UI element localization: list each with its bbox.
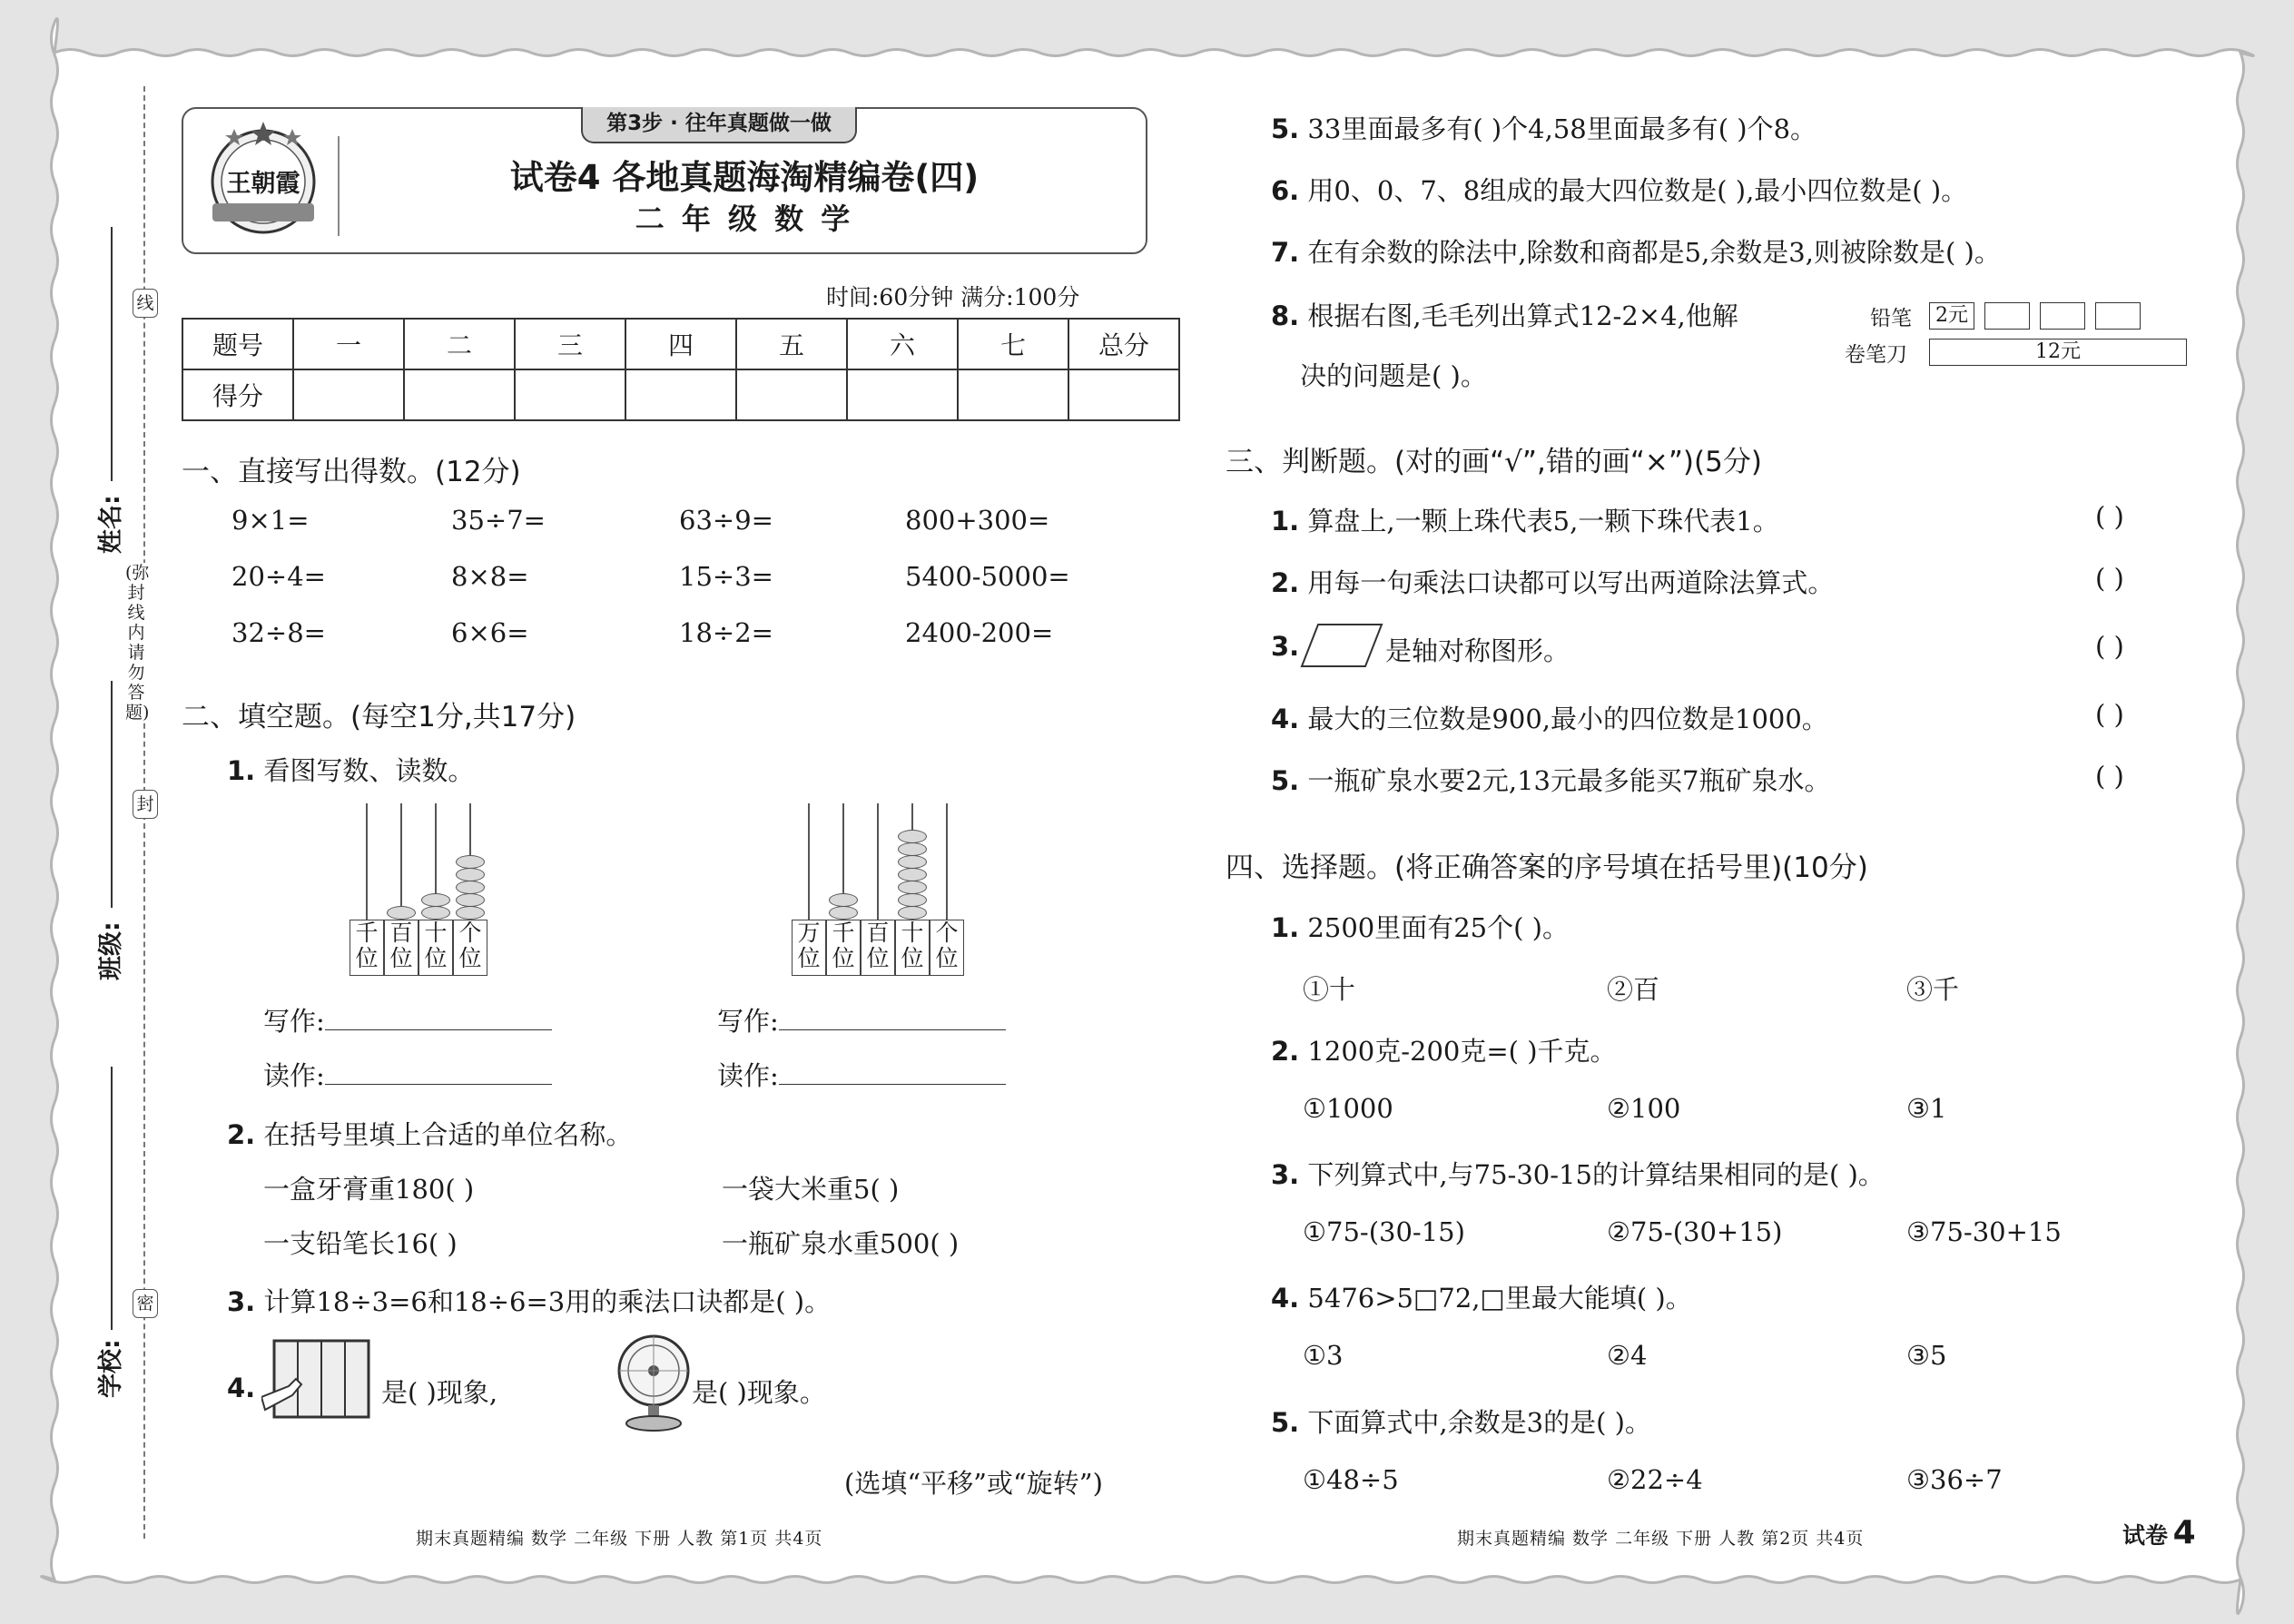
abacus-place-label: 百位 xyxy=(861,920,895,976)
pencil-box xyxy=(1984,302,2030,330)
unit-item[interactable]: 一袋大米重5( ) xyxy=(722,1174,900,1205)
table-cell: 五 xyxy=(736,319,847,369)
write-answer-line[interactable] xyxy=(779,1011,1006,1030)
judge-item-4: 4. 最大的三位数是900,最小的四位数是1000。 xyxy=(1271,704,1828,734)
question-2-8: 8. 根据右图,毛毛列出算式12-2×4,他解 xyxy=(1271,300,1738,331)
question-text: 最大的三位数是900,最小的四位数是1000。 xyxy=(1307,704,1828,734)
q4-b-text[interactable]: 是( )现象。 xyxy=(692,1377,826,1408)
read-label: 读作: xyxy=(717,1060,779,1091)
choice-option[interactable]: ③36÷7 xyxy=(1906,1464,2003,1495)
abacus-rod xyxy=(877,803,879,920)
choice-option[interactable]: ③千 xyxy=(1906,974,1960,1005)
score-input-cell[interactable] xyxy=(515,369,625,420)
table-cell: 二 xyxy=(404,319,515,369)
question-2-4: 4. xyxy=(227,1373,256,1403)
unit-item[interactable]: 一支铅笔长16( ) xyxy=(263,1228,458,1259)
abacus-bead xyxy=(829,906,858,920)
question-text: 在括号里填上合适的单位名称。 xyxy=(263,1119,633,1150)
abacus-rod xyxy=(946,803,948,920)
question-text: 用每一句乘法口诀都可以写出两道除法算式。 xyxy=(1307,567,1835,598)
score-input-cell[interactable] xyxy=(293,369,404,420)
question-2-7[interactable]: 7. 在有余数的除法中,除数和商都是5,余数是3,则被除数是( )。 xyxy=(1271,237,2001,268)
question-2-1: 1. 看图写数、读数。 xyxy=(227,755,475,786)
calc-item[interactable]: 5400-5000= xyxy=(905,561,1070,592)
abacus-2 xyxy=(792,803,967,976)
calc-item[interactable]: 32÷8= xyxy=(231,617,326,648)
abacus-place-label: 千位 xyxy=(350,920,384,976)
question-text: 算盘上,一颗上珠代表5,一颗下珠代表1。 xyxy=(1307,506,1779,536)
abacus-rod xyxy=(400,803,402,920)
time-info: 时间:60分钟 满分:100分 xyxy=(826,284,1080,310)
question-2-8-cont[interactable]: 决的问题是( )。 xyxy=(1300,360,1487,391)
abacus-bead xyxy=(898,881,927,894)
question-2-5[interactable]: 5. 33里面最多有( )个4,58里面最多有( )个8。 xyxy=(1271,113,1817,144)
table-cell: 总分 xyxy=(1068,319,1179,369)
binding-note: (弥封线内请勿答题) xyxy=(125,563,150,723)
choice-option[interactable]: ①1000 xyxy=(1303,1093,1393,1124)
write-answer-line[interactable] xyxy=(325,1011,552,1030)
abacus-bead xyxy=(898,868,927,881)
read-row-2 xyxy=(717,1056,1006,1093)
choice-option[interactable]: ②100 xyxy=(1607,1093,1681,1124)
choice-item-2[interactable]: 2. 1200克-200克=( )千克。 xyxy=(1271,1036,1617,1067)
question-2-6[interactable]: 6. 用0、0、7、8组成的最大四位数是( ),最小四位数是( )。 xyxy=(1271,175,1968,206)
class-line xyxy=(111,681,113,908)
name-label: 姓名: xyxy=(97,495,125,554)
logo-text: 王朝霞 xyxy=(226,170,300,198)
paper-badge xyxy=(2122,1514,2196,1551)
write-label: 写作: xyxy=(263,1006,325,1037)
pencil-box xyxy=(2040,302,2085,330)
abacus-bead xyxy=(898,830,927,843)
judge-answer-3[interactable]: ( ) xyxy=(2095,631,2124,662)
q4-hint: (选填“平移”或“旋转”) xyxy=(844,1468,1103,1499)
question-text: 用0、0、7、8组成的最大四位数是( ),最小四位数是( )。 xyxy=(1307,175,1968,206)
calc-item[interactable]: 20÷4= xyxy=(231,561,326,592)
abacus-place-label: 万位 xyxy=(792,920,826,976)
table-cell: 七 xyxy=(958,319,1068,369)
calc-item[interactable]: 63÷9= xyxy=(679,505,773,536)
question-2-3[interactable]: 3. 计算18÷3=6和18÷6=3用的乘法口诀都是( )。 xyxy=(227,1286,832,1317)
pencil-box xyxy=(2095,302,2141,330)
abacus-bead xyxy=(456,893,485,907)
abacus-rod xyxy=(808,803,810,920)
pencil-label: 铅笔 xyxy=(1870,307,1912,330)
header-divider xyxy=(338,136,340,236)
choice-option[interactable]: ②75-(30+15) xyxy=(1607,1216,1783,1247)
abacus-place-label: 千位 xyxy=(826,920,861,976)
section4-title: 四、选择题。(将正确答案的序号填在括号里)(10分) xyxy=(1226,851,1868,884)
table-cell: 三 xyxy=(515,319,625,369)
choice-item-3[interactable]: 3. 下列算式中,与75-30-15的计算结果相同的是( )。 xyxy=(1271,1159,1885,1190)
abacus-bead xyxy=(456,868,485,881)
calc-item[interactable]: 15÷3= xyxy=(679,561,773,592)
write-label: 写作: xyxy=(717,1006,779,1037)
table-cell: 一 xyxy=(293,319,404,369)
binding-feng: 封 xyxy=(133,790,158,819)
unit-item[interactable]: 一盒牙膏重180( ) xyxy=(263,1174,475,1205)
judge-item-1: 1. 算盘上,一颗上珠代表5,一颗下珠代表1。 xyxy=(1271,506,1779,536)
question-text: 下面算式中,余数是3的是( )。 xyxy=(1307,1407,1651,1438)
section1-title: 一、直接写出得数。(12分) xyxy=(182,456,521,488)
score-table xyxy=(182,318,1180,421)
write-row-2 xyxy=(717,1001,1006,1038)
calc-item[interactable]: 6×6= xyxy=(451,617,529,648)
choice-option[interactable]: ②22÷4 xyxy=(1607,1464,1703,1495)
score-table-header-row xyxy=(182,319,1179,369)
abacus-bead xyxy=(387,906,416,920)
judge-answer-1[interactable]: ( ) xyxy=(2095,501,2124,532)
judge-item-2: 2. 用每一句乘法口诀都可以写出两道除法算式。 xyxy=(1271,567,1835,598)
step-badge: 第3步 · 往年真题做一做 xyxy=(581,107,857,143)
write-row-1 xyxy=(263,1001,552,1038)
abacus-place-label: 个位 xyxy=(453,920,487,976)
calc-item[interactable]: 2400-200= xyxy=(905,617,1054,648)
unit-item[interactable]: 一瓶矿泉水重500( ) xyxy=(722,1228,960,1259)
abacus-place-label: 十位 xyxy=(895,920,930,976)
fan-rotating-icon xyxy=(608,1333,699,1432)
abacus-bead xyxy=(829,893,858,907)
read-label: 读作: xyxy=(263,1060,325,1091)
school-line xyxy=(111,1067,113,1330)
score-input-cell[interactable] xyxy=(736,369,847,420)
question-text: 33里面最多有( )个4,58里面最多有( )个8。 xyxy=(1307,113,1817,144)
abacus-bead xyxy=(898,842,927,856)
score-input-cell[interactable] xyxy=(1068,369,1179,420)
choice-option[interactable]: ①3 xyxy=(1303,1340,1344,1371)
section2-title: 二、填空题。(每空1分,共17分) xyxy=(182,701,576,733)
question-text: 看图写数、读数。 xyxy=(263,755,475,786)
table-cell: 六 xyxy=(847,319,958,369)
question-text: 根据右图,毛毛列出算式12-2×4,他解 xyxy=(1307,300,1738,331)
sharpener-label: 卷笔刀 xyxy=(1845,343,1907,367)
abacus-bead xyxy=(898,855,927,869)
calc-item[interactable]: 35÷7= xyxy=(451,505,546,536)
calc-item[interactable]: 800+300= xyxy=(905,505,1050,536)
abacus-bead xyxy=(421,906,450,920)
abacus-bead xyxy=(898,906,927,920)
question-text: 在有余数的除法中,除数和商都是5,余数是3,则被除数是( )。 xyxy=(1307,237,2001,268)
table-cell: 题号 xyxy=(182,319,293,369)
choice-option[interactable]: ①48÷5 xyxy=(1303,1464,1399,1495)
question-text: 下列算式中,与75-30-15的计算结果相同的是( )。 xyxy=(1307,1159,1885,1190)
judge-item-3-text: 是轴对称图形。 xyxy=(1385,635,1570,666)
choice-option[interactable]: ②4 xyxy=(1607,1340,1648,1371)
paper-badge-label: 试卷 xyxy=(2122,1522,2169,1549)
binding-mi: 密 xyxy=(133,1289,158,1318)
choice-item-4[interactable]: 4. 5476>5□72,□里最大能填( )。 xyxy=(1271,1283,1692,1314)
score-table-score-row xyxy=(182,369,1179,420)
abacus-bead xyxy=(421,893,450,907)
judge-item-5: 5. 一瓶矿泉水要2元,13元最多能买7瓶矿泉水。 xyxy=(1271,765,1831,796)
abacus-bead xyxy=(898,893,927,907)
abacus-1 xyxy=(350,803,490,976)
choice-option[interactable]: ①十 xyxy=(1303,974,1356,1005)
judge-item-3: 3. xyxy=(1271,631,1300,662)
choice-option[interactable]: ③5 xyxy=(1906,1340,1947,1371)
score-input-cell[interactable] xyxy=(404,369,515,420)
window-sliding-icon xyxy=(261,1339,370,1419)
choice-option[interactable]: ①75-(30-15) xyxy=(1303,1216,1465,1247)
score-input-cell[interactable] xyxy=(625,369,736,420)
parallelogram-icon xyxy=(1300,623,1383,668)
pencil-price-box: 2元 xyxy=(1929,302,1974,330)
abacus-place-label: 个位 xyxy=(930,920,964,976)
score-input-cell[interactable] xyxy=(847,369,958,420)
section3-title: 三、判断题。(对的画“√”,错的画“×”)(5分) xyxy=(1226,446,1762,478)
question-text: 1200克-200克=( )千克。 xyxy=(1307,1036,1617,1067)
judge-answer-4[interactable]: ( ) xyxy=(2095,699,2124,730)
choice-item-1[interactable]: 1. 2500里面有25个( )。 xyxy=(1271,912,1569,943)
read-row-1 xyxy=(263,1056,552,1093)
abacus-place-label: 百位 xyxy=(384,920,418,976)
choice-item-5[interactable]: 5. 下面算式中,余数是3的是( )。 xyxy=(1271,1407,1651,1438)
name-line xyxy=(111,227,113,481)
class-label: 班级: xyxy=(97,921,125,980)
school-label: 学校: xyxy=(97,1339,125,1398)
question-text: 2500里面有25个( )。 xyxy=(1307,912,1569,943)
question-text: 计算18÷3=6和18÷6=3用的乘法口诀都是( )。 xyxy=(263,1286,832,1317)
logo xyxy=(200,116,327,241)
read-answer-line[interactable] xyxy=(779,1066,1006,1085)
choice-option[interactable]: ③1 xyxy=(1906,1093,1947,1124)
judge-answer-2[interactable]: ( ) xyxy=(2095,563,2124,594)
judge-answer-5[interactable]: ( ) xyxy=(2095,761,2124,792)
table-cell: 四 xyxy=(625,319,736,369)
question-text: 5476>5□72,□里最大能填( )。 xyxy=(1307,1283,1692,1314)
abacus-bead xyxy=(456,881,485,894)
abacus-place-label: 十位 xyxy=(418,920,453,976)
calc-item[interactable]: 18÷2= xyxy=(679,617,773,648)
footer-left: 期末真题精编 数学 二年级 下册 人教 第1页 共4页 xyxy=(416,1529,823,1549)
binding-xian: 线 xyxy=(133,289,158,318)
calc-item[interactable]: 9×1= xyxy=(231,505,310,536)
page-subtitle: 二 年 级 数 学 xyxy=(635,202,854,236)
abacus-bead xyxy=(456,855,485,869)
paper-badge-number: 4 xyxy=(2172,1514,2196,1551)
abacus-rod xyxy=(366,803,368,920)
choice-option[interactable]: ③75-30+15 xyxy=(1906,1216,2062,1247)
table-cell: 得分 xyxy=(182,369,293,420)
question-2-2: 2. 在括号里填上合适的单位名称。 xyxy=(227,1119,633,1150)
read-answer-line[interactable] xyxy=(325,1066,552,1085)
sharpener-total-box: 12元 xyxy=(1929,339,2187,366)
q4-a-text[interactable]: 是( )现象, xyxy=(381,1377,498,1408)
calc-item[interactable]: 8×8= xyxy=(451,561,529,592)
question-text: 一瓶矿泉水要2元,13元最多能买7瓶矿泉水。 xyxy=(1307,765,1831,796)
page-title: 试卷4 各地真题海淘精编卷(四) xyxy=(509,158,980,197)
abacus-bead xyxy=(456,906,485,920)
score-input-cell[interactable] xyxy=(958,369,1068,420)
footer-right: 期末真题精编 数学 二年级 下册 人教 第2页 共4页 xyxy=(1457,1529,1865,1549)
choice-option[interactable]: ②百 xyxy=(1607,974,1660,1005)
